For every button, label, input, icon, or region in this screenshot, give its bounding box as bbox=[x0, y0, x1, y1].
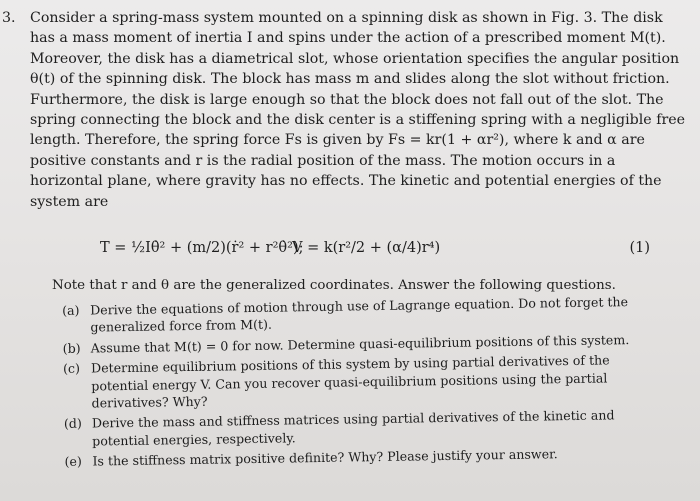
question-label: (e) bbox=[64, 453, 82, 470]
problem-statement bbox=[2, 8, 688, 212]
question-text: Derive the equations of motion through use of Lagrange equation. Do not forget the generalized force from M(t). bbox=[90, 294, 629, 335]
question-item bbox=[63, 351, 664, 413]
question-item bbox=[64, 406, 664, 450]
question-text: Assume that M(t) = 0 for now. Determine quasi-equilibrium positions of this system. bbox=[90, 331, 630, 356]
question-item bbox=[62, 293, 662, 337]
question-label: (d) bbox=[63, 416, 82, 432]
question-list bbox=[62, 293, 665, 474]
question-label: (c) bbox=[62, 360, 81, 377]
energy-equation bbox=[100, 226, 670, 274]
coordinates-note: Note that r and θ are the generalized coordinates. Answer the following questions. bbox=[52, 278, 616, 293]
problem-text: Consider a spring-mass system mounted on a spinning disk as shown in Fig. 3. The disk has a mass moment of inertia I and spins under the action of a prescribed moment M(t). Moreover, the disk has a diametrical slot, whose orientation specifies the angular position θ(t) of the spinning disk. The block has mass m and slides along the slot without friction. Furthermore, the disk is large enough so that the block does not fall out of the slot. The spring connecting the block and the disk center is a stiffening spring with a negligible free length. Therefore, the spring force Fs is given by Fs = kr(1 + αr²), where k and α are positive constants and r is the radial position of the mass. The motion occurs in a horizontal plane, where gravity has no effects. The kinetic and potential energies of the system are bbox=[30, 10, 686, 210]
problem-number: 3. bbox=[2, 10, 16, 26]
kinetic-energy-expression: T = ½Iθ̇² + (m/2)(ṙ² + r²θ̇²); bbox=[100, 240, 304, 256]
question-text: Determine equilibrium positions of this system by using partial derivatives of the potential energy V. Can you recover quasi-equilibrium positions using the partial derivatives? Why? bbox=[90, 352, 610, 411]
question-text: Is the stiffness matrix positive definite? Why? Please justify your answer. bbox=[92, 446, 558, 469]
question-text: Derive the mass and stiffness matrices using partial derivatives of the kinetic and potential energies, respectively. bbox=[91, 407, 615, 449]
potential-energy-expression: V = k(r²/2 + (α/4)r⁴) bbox=[292, 240, 441, 256]
question-label: (a) bbox=[62, 302, 80, 318]
equation-number: (1) bbox=[629, 240, 650, 256]
question-label: (b) bbox=[62, 340, 81, 356]
